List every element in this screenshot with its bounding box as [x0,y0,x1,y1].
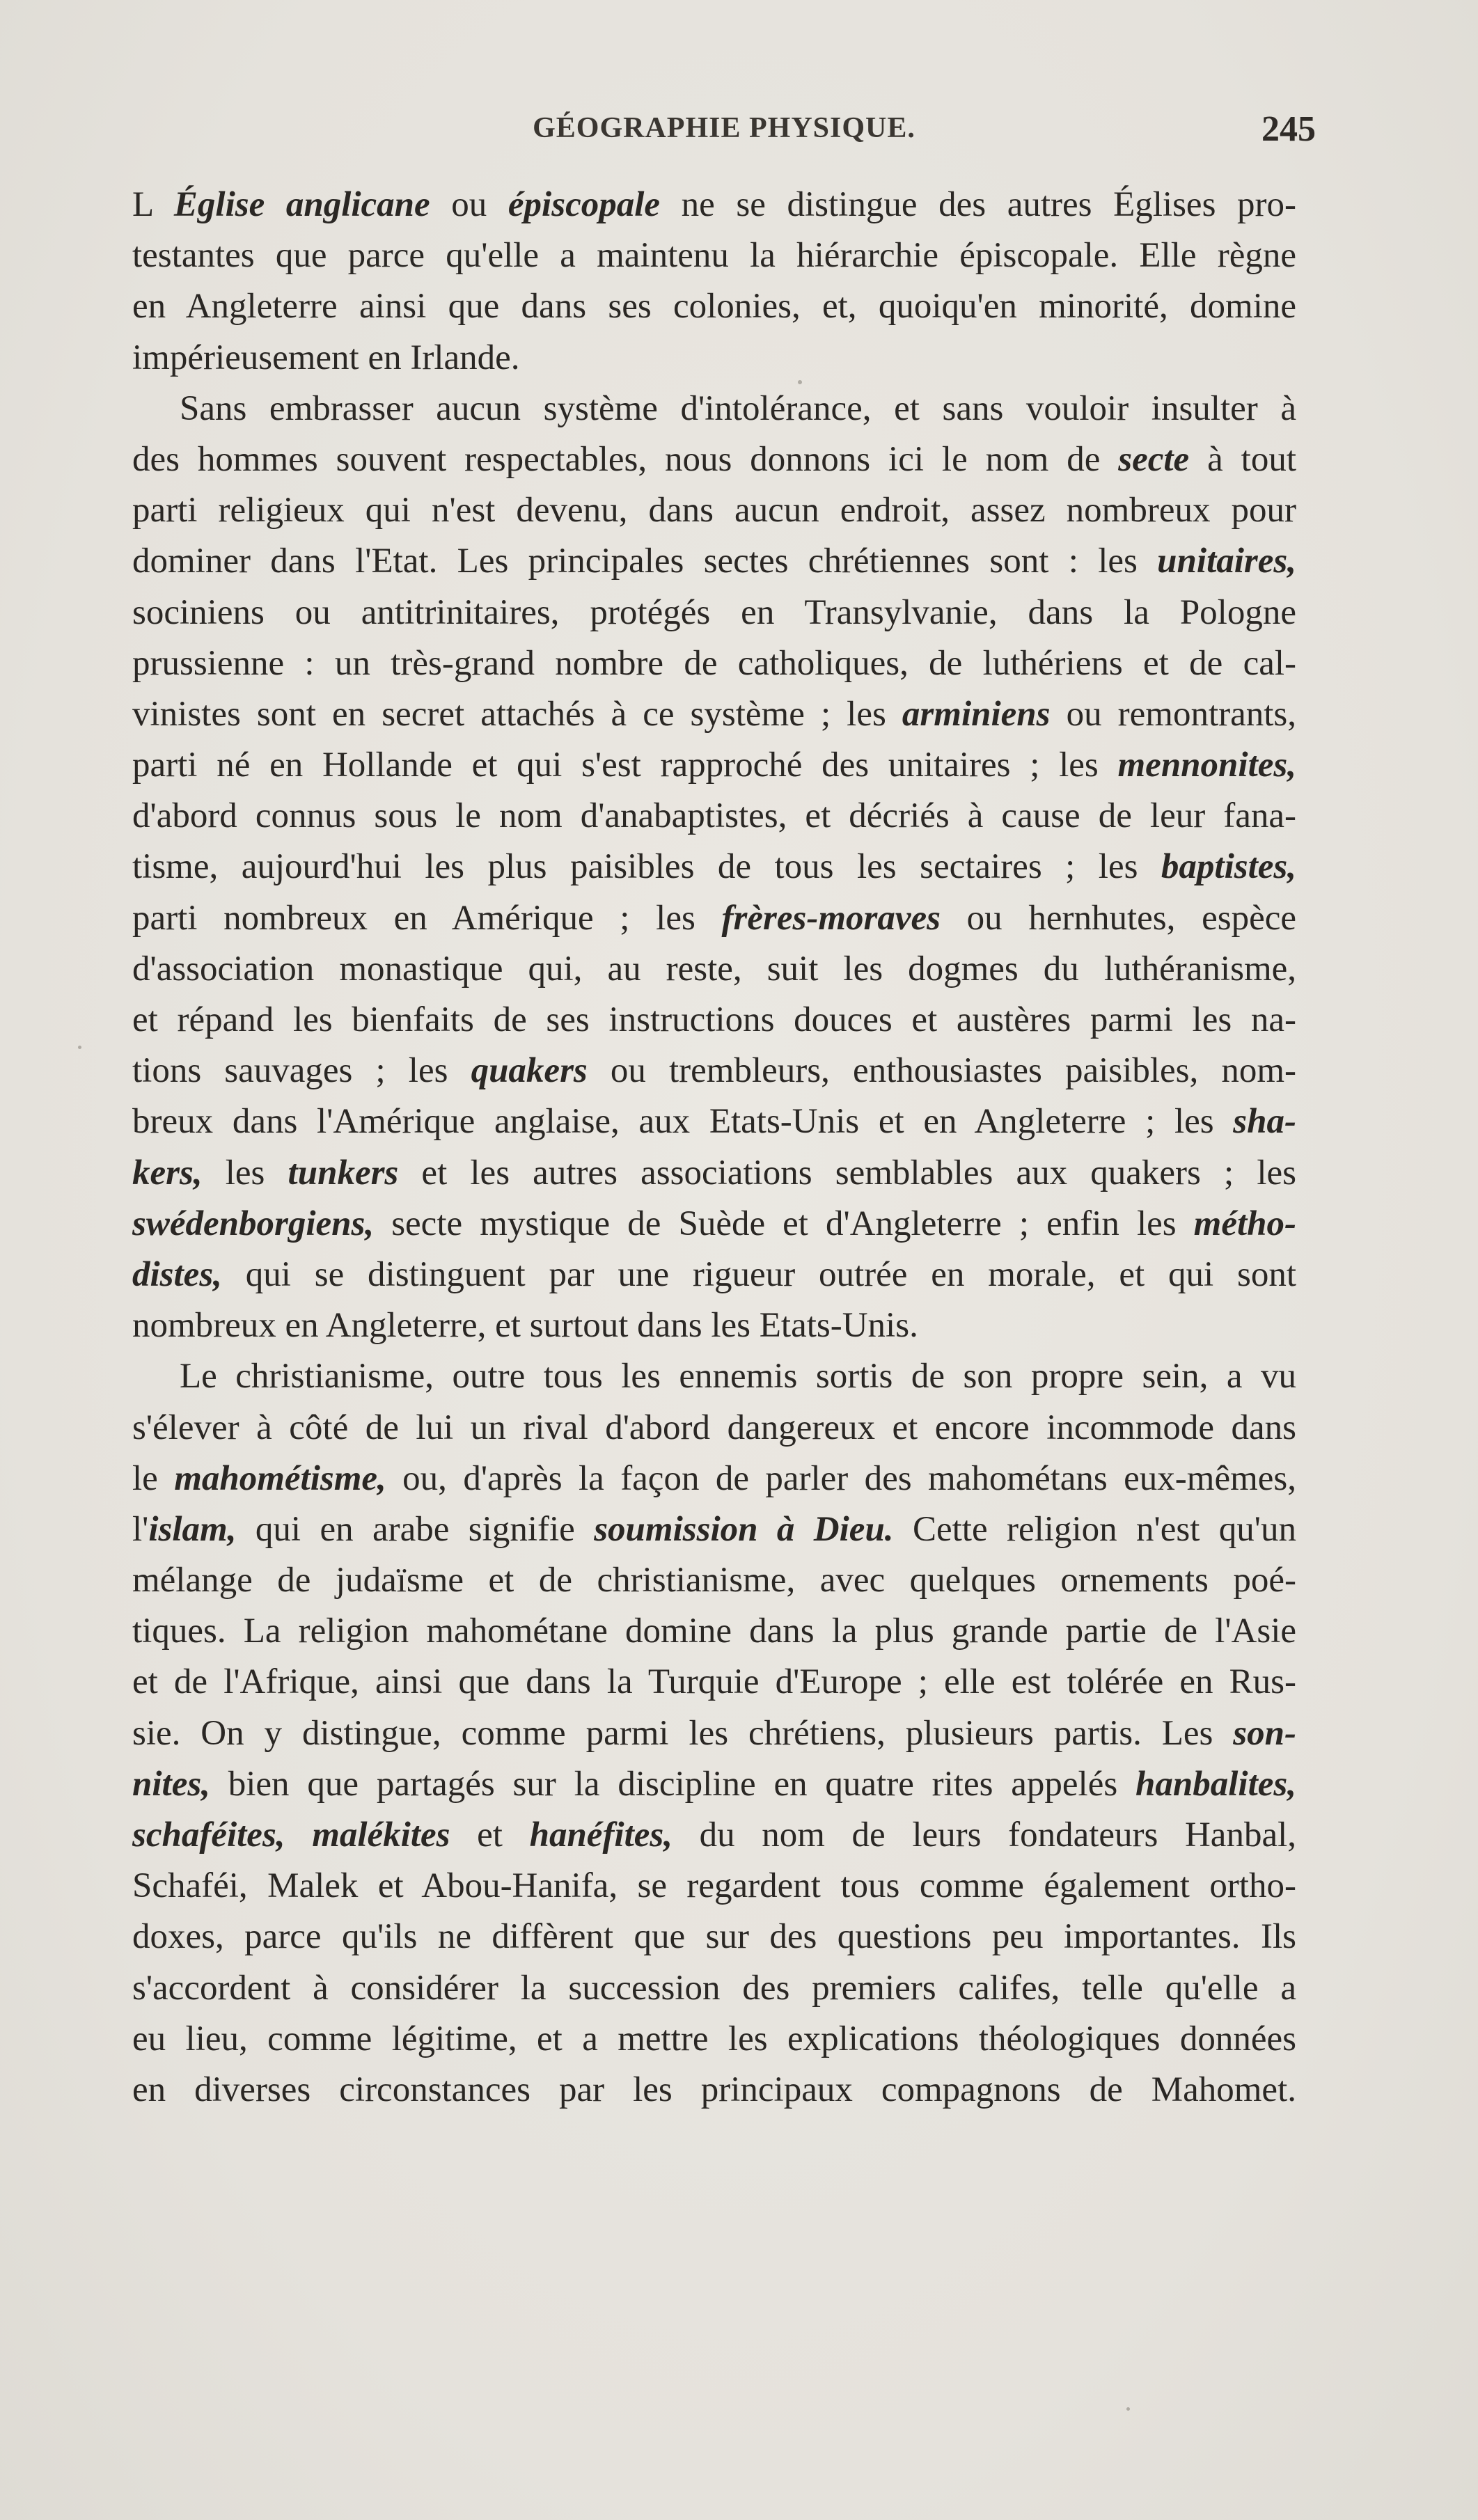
italic-term: sha- [1233,1102,1296,1142]
text-line [132,536,1296,587]
italic-term: hanbalites, [1135,1764,1296,1804]
text-line [132,791,1296,842]
italic-term: unitaires, [1157,542,1296,581]
text-line [132,638,1296,689]
text-line [132,1759,1296,1810]
text-run: Sans embrasser aucun système d'intolérance, et sans vouloir insulter à [180,388,1296,428]
text-run: tiques. La religion mahométane domine dans la plus grande partie de l'Asie [132,1612,1296,1651]
text-run: et [450,1816,530,1854]
page-number: 245 [1261,109,1316,149]
text-run: ne se distingue des autres Églises pro- [660,185,1296,224]
text-line [132,1606,1296,1657]
text-line [132,1657,1296,1708]
text-run: et répand les bienfaits de ses instructions douces et austères parmi les na- [132,1000,1296,1039]
text-run: nombreux en Angleterre, et surtout dans les Etats-Unis. [132,1306,918,1346]
text-line [132,740,1296,791]
text-line [132,2014,1296,2065]
text-line [132,1096,1296,1147]
text-line [132,1454,1296,1504]
paper-speck [1126,2407,1130,2411]
text-run: s'accordent à considérer la succession des premiers califes, telle qu'elle a [132,1968,1296,2008]
running-title: GÉOGRAPHIE PHYSIQUE. [533,112,915,144]
text-run: vinistes sont en secret attachés à ce système ; les [132,694,902,734]
italic-term: mahométisme, [174,1458,386,1498]
italic-term: soumission à Dieu. [594,1509,894,1549]
text-run: tions sauvages ; les [132,1051,471,1091]
text-run: parti né en Hollande et qui s'est rapproché des unitaires ; les [132,746,1118,785]
italic-term: swédenborgiens, [132,1204,375,1243]
text-line [132,1963,1296,2014]
text-line [132,893,1296,944]
text-line [132,180,1296,230]
text-run: bien que partagés sur la discipline en quatre rites appelés [210,1764,1136,1804]
italic-term: nites, [132,1764,210,1804]
italic-term: secte [1118,439,1190,479]
paper-speck [798,380,802,384]
text-line [132,485,1296,536]
text-run: ou remontrants, [1050,694,1296,734]
italic-term: quakers [471,1051,588,1091]
text-run: s'élever à côté de lui un rival d'abord dangereux et encore incommode dans [132,1408,1296,1447]
text-run: en Angleterre ainsi que dans ses colonies, et, quoiqu'en minorité, domine [132,287,1296,326]
text-run: à tout [1189,439,1296,479]
text-line [132,944,1296,995]
italic-term: arminiens [902,694,1051,734]
text-run: ou, d'après la façon de parler des mahométans eux-mêmes, [386,1458,1296,1498]
text-line [132,588,1296,638]
text-run: dominer dans l'Etat. Les principales sectes chrétiennes sont : les [132,542,1158,581]
text-run: ou [430,185,508,224]
text-run: et les autres associations semblables aux quakers ; les [398,1153,1296,1192]
text-line [132,2065,1296,2116]
text-line [132,1300,1296,1351]
italic-term: métho- [1193,1204,1296,1243]
text-run: ou trembleurs, enthousiastes paisibles, nom- [587,1051,1296,1091]
text-line [132,434,1296,485]
text-run: L [132,185,174,224]
text-line [132,1861,1296,1912]
italic-term: tunkers [288,1153,399,1192]
italic-term: Église anglicane [173,185,430,224]
text-line [132,842,1296,892]
text-line [132,1810,1296,1861]
italic-term: distes, [132,1254,222,1294]
text-run: eu lieu, comme légitime, et a mettre les explications théologiques données [132,2019,1296,2058]
text-line [132,1708,1296,1759]
text-run: d'association monastique qui, au reste, suit les dogmes du luthéranisme, [132,949,1296,989]
text-run: en diverses circonstances par les principaux compagnons de Mahomet. [132,2070,1296,2109]
text-run [285,1816,313,1854]
italic-term: frères-moraves [721,898,941,938]
italic-term: épiscopale [508,185,661,224]
text-run: sie. On y distingue, comme parmi les chrétiens, plusieurs partis. Les [132,1713,1234,1753]
text-run: prussienne : un très-grand nombre de catholiques, de luthériens et de cal- [132,643,1296,683]
text-run: les [202,1153,288,1192]
text-run: sociniens ou antitrinitaires, protégés en Transylvanie, dans la Pologne [132,592,1296,632]
text-line [132,1555,1296,1606]
italic-term: schaféites, [132,1816,285,1854]
text-line [132,1250,1296,1300]
italic-term: hanéfites, [529,1816,673,1854]
text-line [132,1351,1296,1402]
text-run: Schaféi, Malek et Abou-Hanifa, se regardent tous comme également ortho- [132,1866,1296,1906]
text-line [132,281,1296,332]
text-run: Cette religion n'est qu'un [893,1509,1296,1549]
text-run: qui se distinguent par une rigueur outrée en morale, et qui sont [221,1254,1296,1294]
text-line [132,995,1296,1046]
italic-term: islam, [148,1509,237,1549]
body-text [132,180,1296,2116]
italic-term: son- [1233,1713,1296,1753]
text-line [132,384,1296,434]
text-run: du nom de leurs fondateurs Hanbal, [673,1816,1296,1854]
text-run: mélange de judaïsme et de christianisme, avec quelques ornements poé- [132,1561,1296,1600]
text-run: qui en arabe signifie [236,1509,595,1549]
text-run: ou hernhutes, espèce [940,898,1296,938]
paper-speck [78,1046,81,1049]
text-line [132,1912,1296,1962]
text-line [132,1199,1296,1250]
text-run: le [132,1458,175,1498]
italic-term: mennonites, [1117,746,1296,785]
text-run: d'abord connus sous le nom d'anabaptistes, et décriés à cause de leur fana- [132,796,1296,836]
text-run: parti nombreux en Amérique ; les [132,898,722,938]
text-run: secte mystique de Suède et d'Angleterre ; enfin les [374,1204,1194,1243]
text-run: impérieusement en Irlande. [132,338,520,377]
text-run: doxes, parce qu'ils ne diffèrent que sur des questions peu importantes. Ils [132,1917,1296,1957]
text-line [132,1504,1296,1555]
text-run: Le christianisme, outre tous les ennemis sortis de son propre sein, a vu [180,1357,1296,1396]
text-run: parti religieux qui n'est devenu, dans aucun endroit, assez nombreux pour [132,491,1296,530]
italic-term: malékites [312,1816,450,1854]
text-line [132,1148,1296,1199]
text-run: des hommes souvent respectables, nous donnons ici le nom de [132,439,1119,479]
text-run: breux dans l'Amérique anglaise, aux Etats-Unis et en Angleterre ; les [132,1102,1234,1142]
text-line [132,230,1296,281]
text-line [132,333,1296,384]
text-run: l' [132,1509,149,1549]
text-run: testantes que parce qu'elle a maintenu la hiérarchie épiscopale. Elle règne [132,236,1296,276]
italic-term: baptistes, [1161,847,1296,887]
text-line [132,1403,1296,1454]
text-line [132,689,1296,740]
italic-term: kers, [132,1153,203,1192]
text-line [132,1046,1296,1096]
text-run: tisme, aujourd'hui les plus paisibles de tous les sectaires ; les [132,847,1161,887]
page-header [132,111,1316,153]
text-run: et de l'Afrique, ainsi que dans la Turquie d'Europe ; elle est tolérée en Rus- [132,1662,1296,1702]
